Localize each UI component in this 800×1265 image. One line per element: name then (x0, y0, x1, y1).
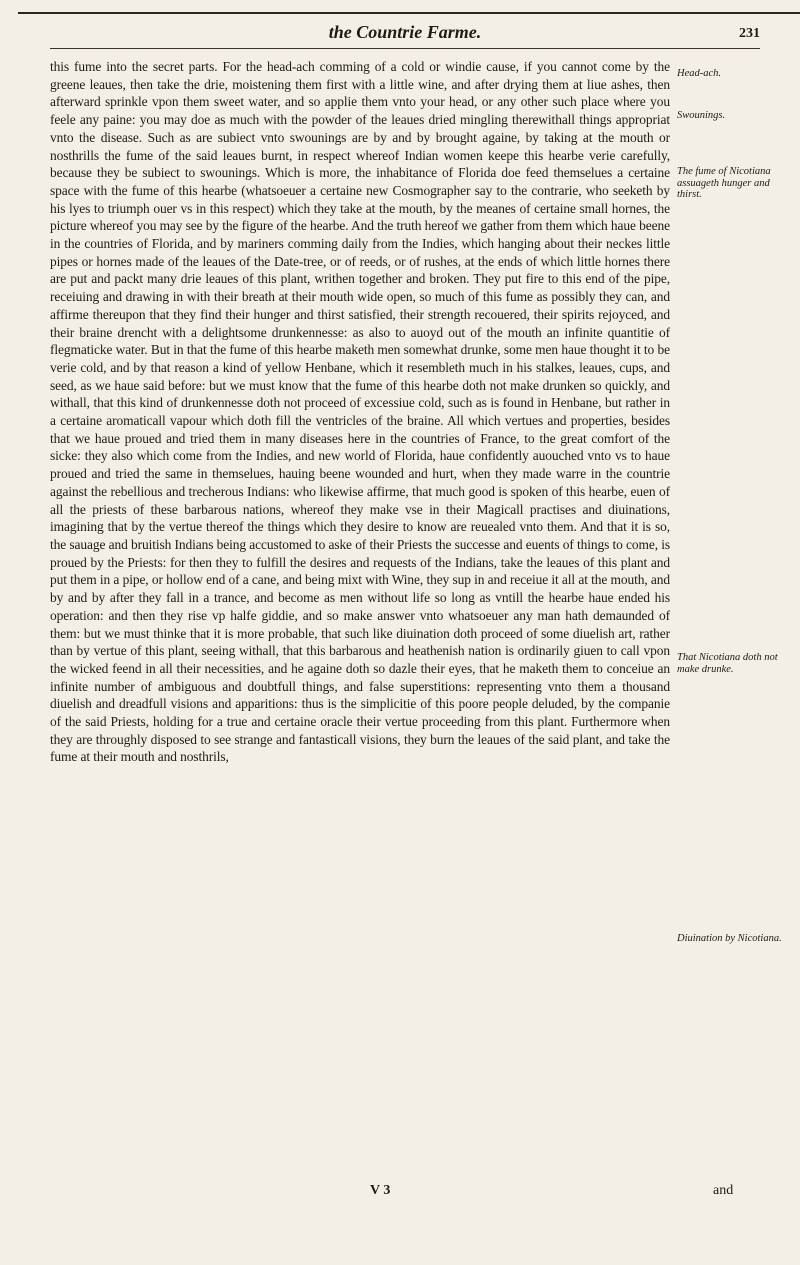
running-title: the Countrie Farme. (328, 22, 482, 42)
margin-note-not-drunke: That Nicotiana doth not make drunke. (677, 652, 778, 675)
margin-note-diuination: Diuination by Nicotiana. (677, 933, 782, 944)
catchword: and (713, 1183, 734, 1198)
main-paragraph: this fume into the secret parts. For the head-ach comming of a cold or windie cause, if you cannot come by the greene leaues, then take the drie, moistening them first with a little wine, and after drying them at liue ashes, then afterward sprinkle vpon them sweet water, and so applie them vnto your head, or any other such place where you feele any paine: you may doe as much with the powder of the leaues dried mingling therewithall things appropriat vnto the disease. Such as are subiect vnto swounings are by and by brought againe, by taking at the mouth or nosthrills the fume of the said leaues burnt, in respect whereof Indian women keepe this hearbe verie carefully, because they be subiect to swounings. Which is more, the inhabitance of Florida doe feed themselues a certaine space with the fume of this hearbe (whatsoeuer a certaine new Cosmographer say to the contrarie, who seeketh by his lyes to triumph ouer vs in this respect) which they take at the mouth, by the meanes of certaine small hornes, the picture whereof you may see by the figure of the hearbe. And the truth hereof we gather from them which haue beene in the countries of Florida, and by mariners comming daily from the Indies, which hanging about their neckes little pipes or hornes made of the leaues of the Date-tree, or of reeds, or of rushes, at the ends of which little hornes there are put and packt many drie leaues of this plant, writhen together and broken. They put fire to this end of the pipe, receiuing and drawing in with their breath at their mouth wide open, so much of this fume as possibly they can, and affirme thereupon that they find their hunger and thirst satisfied, their strength recouered, their spirits rejoyced, and their braine drencht with a delightsome drunkennesse: as also to auoyd out of the mouth an infinite quantitie of flegmaticke water. But in that the fume of this hearbe maketh men somewhat drunke, some men haue thought it to be verie cold, and by that reason a kind of yellow Henbane, which it resembleth much in his stalkes, leaues, cups, and seed, as we haue said before: but we must know that the fume of this hearbe doth not make drunken so quickly, and withall, that this kind of drunkennesse doth not proceed of excessiue cold, such as is found in Henbane, but rather in a certaine aromaticall vapour which doth fill the ventricles of the braine. All which vertues and properties, besides that we haue proued and tried them in many diseases here in the countries of France, to the great comfort of the sicke: they also which come from the Indies, and new world of Florida, haue confidently auouched vnto vs to haue proued and tried the same in themselues, hauing beene wounded and hurt, when they made warre in the countrie against the rebellious and trecherous Indians: who likewise affirme, that much good is spoken of this hearbe, euen of all the priests of these barbarous nations, whereof they make vse in their Magicall practises and diuinations, imagining that by the vertue thereof the things which they desire to know are reuealed vnto them. And that it is so, the sauage and bruitish Indians being accustomed to aske of their Priests the successe and euents of things to come, is proued by the Priests: for then they to fulfill the desires and requests of the Indians, take the leaues of this plant and put them in a pipe, or hollow end of a cane, and being mixt with Wine, they sup in and receiue it all at the mouth, and by and by after they fall in a trance, and become as men without life so long as vntill the hearbe haue ended his operation: and then they rise vp halfe giddie, and so make answer vnto whatsoeuer any man hath demaunded of them: but we must thinke that it is more probable, that such like diuination doth proceed of some diuelish art, rather than by vertue of this plant, seeing withall, that this barbarous and heathenish nation is ordinarily giuen to call vpon the wicked feend in all their necessities, and he againe doth so dazle their eyes, that he maketh them to conceiue an infinite number of ambiguous and doubtfull things, and false superstitions: representing vnto them a thousand diuelish and dreadfull visions and apparitions: thus is the simplicitie of this poore people deluded, by the companie of the said Priests, holding for a true and certaine oracle their vertue proceeding from this plant. Furthermore when they are throughly disposed to see strange and fantasticall visions, they burn the leaues of the said plant, and take the fume at their mouth and nosthrils, (50, 59, 670, 765)
body-text (50, 58, 670, 766)
margin-note-head-ach: Head-ach. (677, 68, 722, 79)
header-rule (50, 48, 760, 49)
margin-note-hunger-thirst: The fume of Nicotiana assuageth hunger and thirst. (677, 166, 771, 200)
page-number: 231 (739, 26, 760, 41)
page-header (50, 22, 760, 48)
top-rule (18, 12, 800, 14)
margin-note-swounings: Swounings. (677, 110, 726, 121)
signature-mark: V 3 (370, 1183, 391, 1198)
